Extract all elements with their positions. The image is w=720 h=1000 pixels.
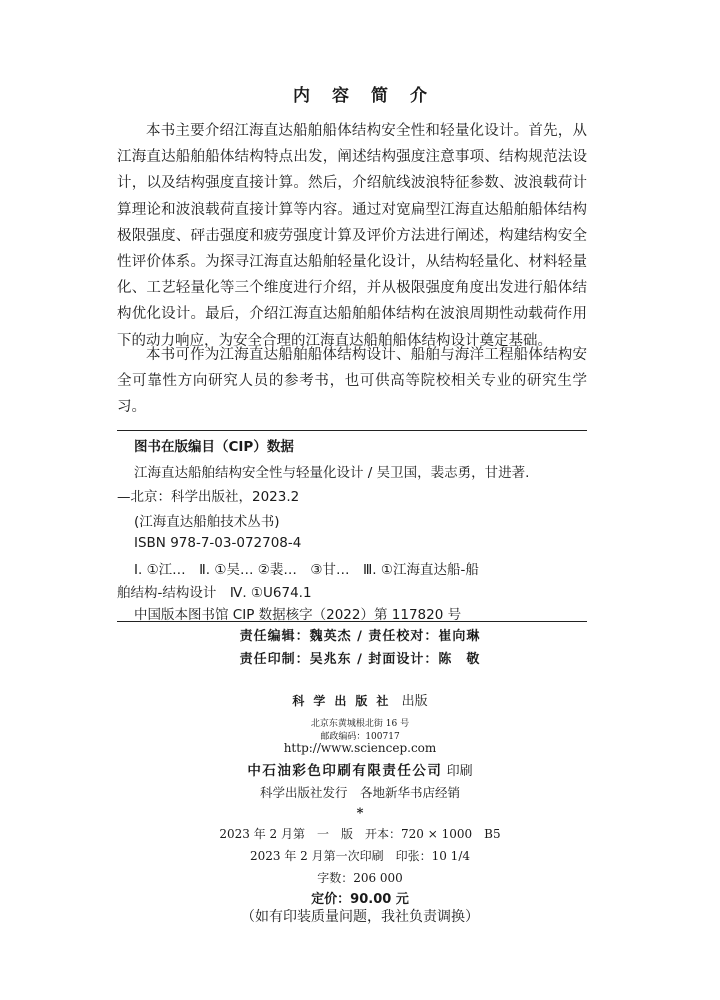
cip-line-1: 江海直达船舶结构安全性与轻量化设计 / 吴卫国，裴志勇，甘进著. — [134, 465, 530, 481]
staff-line-1: 责任编辑：魏英杰 / 责任校对：崔向琳 — [239, 629, 481, 644]
edition-line-1: 2023 年 2 月第 一 版 开本：720 × 1000 B5 — [219, 827, 501, 841]
printer-line — [0, 759, 720, 779]
cip-line-2: —北京：科学出版社，2023.2 — [117, 489, 300, 505]
distribution-line: 科学出版社发行 各地新华书店经销 — [259, 785, 460, 800]
cip-title: 图书在版编目（CIP）数据 — [134, 439, 294, 455]
publisher-address: 北京东黄城根北街 16 号 — [310, 719, 410, 729]
publisher-line — [0, 690, 720, 709]
cip-line-6: 舶结构-结构设计 Ⅳ. ①U674.1 — [117, 585, 312, 601]
cip-isbn: ISBN 978-7-03-072708-4 — [134, 535, 302, 551]
staff-line-2: 责任印制：吴兆东 / 封面设计：陈 敬 — [239, 652, 481, 667]
cip-line-3: (江海直达船舶技术丛书) — [134, 514, 280, 530]
printer-name: 中石油彩色印刷有限责任公司 — [247, 763, 443, 779]
cip-bottom-rule — [117, 621, 587, 622]
publisher-suffix: 出版 — [401, 694, 428, 709]
cip-top-rule — [117, 430, 587, 431]
intro-title: 内容简介 — [293, 86, 449, 106]
intro-paragraph-1: 本书主要介绍江海直达船舶船体结构安全性和轻量化设计。首先，从江海直达船舶船体结构特点出发，阐述结构强度注意事项、结构规范法设计，以及结构强度直接计算。然后，介绍航线波浪特征参数、波浪载荷计算理论和波浪载荷直接计算等内容。通过对宽扁型江海直达船舶船体结构极限强度、砰击强度和疲劳强度计算及评价方法进行阐述，构建结构安全性评价体系。为探寻江海直达船舶轻量化设计，从结构轻量化、材料轻量化、工艺轻量化等三个维度进行介绍，并从极限强度角度出发进行船体结构优化设计。最后，介绍江海直达船舶船体结构在波浪周期性动载荷作用下的动力响应，为安全合理的江海直达船舶船体结构设计奠定基础。 — [117, 123, 587, 349]
price: 定价：90.00 元 — [311, 892, 409, 907]
cip-record-number: 中国版本图书馆 CIP 数据核字（2022）第 117820 号 — [134, 607, 462, 623]
quality-notice: （如有印装质量问题，我社负责调换） — [241, 909, 479, 925]
word-count: 字数：206 000 — [317, 871, 403, 885]
publisher-url: http://www.sciencep.com — [283, 741, 437, 755]
edition-line-2: 2023 年 2 月第一次印刷 印张：10 1/4 — [249, 849, 470, 863]
intro-paragraph-2: 本书可作为江海直达船舶船体结构设计、船舶与海洋工程船体结构安全可靠性方向研究人员的参考书，也可供高等院校相关专业的研究生学习。 — [117, 347, 587, 416]
separator-star: * — [356, 806, 364, 821]
printer-suffix: 印刷 — [446, 764, 473, 779]
cip-line-5: Ⅰ. ①江… Ⅱ. ①吴… ②裴… ③甘… Ⅲ. ①江海直达船-船 — [134, 562, 479, 578]
publisher-zipcode: 邮政编码：100717 — [320, 732, 400, 742]
publisher-name: 科学出版社 — [292, 694, 398, 708]
